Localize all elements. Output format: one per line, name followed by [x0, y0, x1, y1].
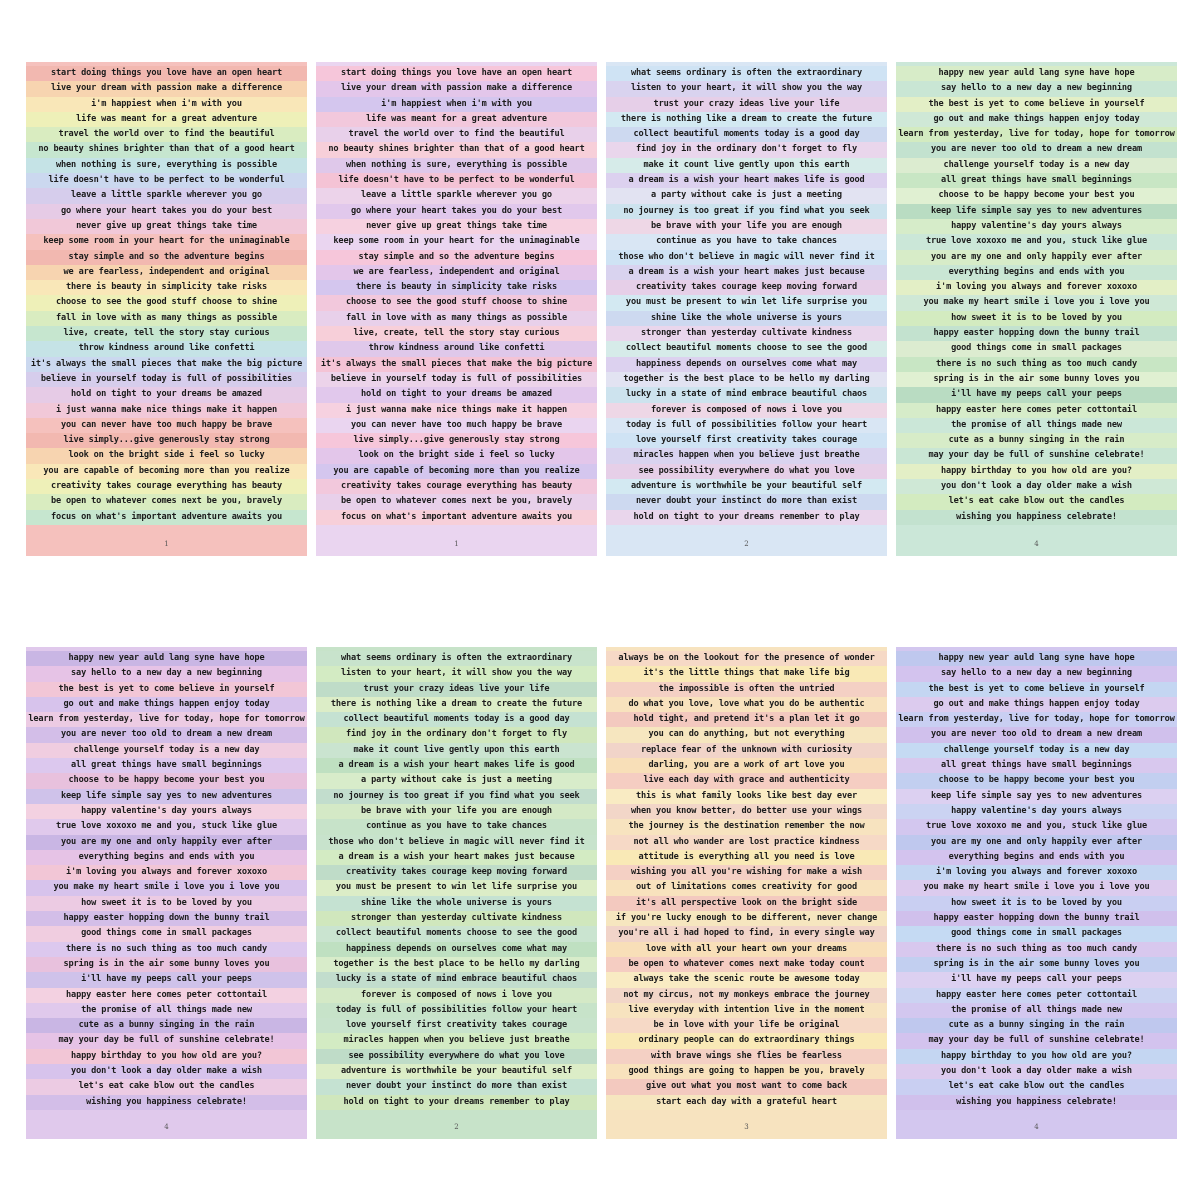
- phrase-strip: go out and make things happen enjoy today: [896, 697, 1177, 712]
- phrase-strip: may your day be full of sunshine celebrate!: [896, 448, 1177, 463]
- phrase-strip: i'll have my peeps call your peeps: [896, 387, 1177, 402]
- phrase-strip: the impossible is often the untried: [606, 682, 887, 697]
- phrase-strip: true love xoxoxo me and you, stuck like glue: [896, 819, 1177, 834]
- phrase-strip: the best is yet to come believe in yourself: [26, 682, 307, 697]
- phrase-strip: no journey is too great if you find what you seek: [606, 204, 887, 219]
- phrase-strip: those who don't believe in magic will never find it: [316, 835, 597, 850]
- phrase-strip: shine like the whole universe is yours: [606, 311, 887, 326]
- phrase-strip: look on the bright side i feel so lucky: [316, 448, 597, 463]
- phrase-strip: out of limitations comes creativity for good: [606, 880, 887, 895]
- phrase-strip: all great things have small beginnings: [896, 173, 1177, 188]
- phrase-strip: there is beauty in simplicity take risks: [316, 280, 597, 295]
- phrase-strip: happy new year auld lang syne have hope: [896, 651, 1177, 666]
- phrase-strip: you don't look a day older make a wish: [896, 1064, 1177, 1079]
- phrase-strip: never doubt your instinct do more than exist: [606, 494, 887, 509]
- phrase-strip: keep some room in your heart for the unimaginable: [316, 234, 597, 249]
- phrase-strip: creativity takes courage everything has beauty: [316, 479, 597, 494]
- phrase-strip: life was meant for a great adventure: [316, 112, 597, 127]
- phrase-strip: adventure is worthwhile be your beautiful self: [606, 479, 887, 494]
- phrase-strip: there is nothing like a dream to create the future: [606, 112, 887, 127]
- phrase-strip: travel the world over to find the beautiful: [26, 127, 307, 142]
- phrase-strip: i'm happiest when i'm with you: [26, 97, 307, 112]
- sheet-number: 2: [454, 1123, 459, 1131]
- phrase-strip: start doing things you love have an open heart: [316, 66, 597, 81]
- phrase-strip: listen to your heart, it will show you the way: [316, 666, 597, 681]
- phrase-strip: keep some room in your heart for the unimaginable: [26, 234, 307, 249]
- phrase-strip: throw kindness around like confetti: [316, 341, 597, 356]
- phrase-strip: be brave with your life you are enough: [606, 219, 887, 234]
- phrase-strip: love yourself first creativity takes courage: [606, 433, 887, 448]
- phrase-strip: be open to whatever comes next make today count: [606, 957, 887, 972]
- phrase-strip: wishing you happiness celebrate!: [26, 1095, 307, 1110]
- phrase-strip: hold on tight to your dreams be amazed: [316, 387, 597, 402]
- phrase-strip: the best is yet to come believe in yourself: [896, 97, 1177, 112]
- phrase-strip: choose to be happy become your best you: [896, 188, 1177, 203]
- phrase-strip: how sweet it is to be loved by you: [896, 896, 1177, 911]
- phrase-strip: choose to see the good stuff choose to shine: [316, 295, 597, 310]
- phrase-strip: a dream is a wish your heart makes life is good: [316, 758, 597, 773]
- phrase-strip: life doesn't have to be perfect to be wonderful: [316, 173, 597, 188]
- phrase-strip: live simply...give generously stay strong: [26, 433, 307, 448]
- phrase-strip: make it count live gently upon this earth: [606, 158, 887, 173]
- phrase-strip: happy valentine's day yours always: [896, 219, 1177, 234]
- phrase-strip: live simply...give generously stay strong: [316, 433, 597, 448]
- phrase-strip: you are capable of becoming more than you realize: [26, 464, 307, 479]
- phrase-strip: always be on the lookout for the presence of wonder: [606, 651, 887, 666]
- phrase-strip: find joy in the ordinary don't forget to fly: [606, 142, 887, 157]
- phrase-strip: learn from yesterday, live for today, hope for tomorrow: [896, 712, 1177, 727]
- phrase-strip: challenge yourself today is a new day: [896, 158, 1177, 173]
- phrase-strip: what seems ordinary is often the extraordinary: [316, 651, 597, 666]
- phrase-strip: i'll have my peeps call your peeps: [896, 972, 1177, 987]
- phrase-strip: with brave wings she flies be fearless: [606, 1049, 887, 1064]
- phrase-strip: you must be present to win let life surprise you: [606, 295, 887, 310]
- phrase-strip: i'm loving you always and forever xoxoxo: [26, 865, 307, 880]
- phrase-strip: trust your crazy ideas live your life: [606, 97, 887, 112]
- phrase-strip: collect beautiful moments choose to see the good: [606, 341, 887, 356]
- phrase-strip-list: [896, 651, 1177, 1110]
- phrase-strip: creativity takes courage keep moving forward: [606, 280, 887, 295]
- phrase-strip: everything begins and ends with you: [896, 265, 1177, 280]
- phrase-strip: happy easter hopping down the bunny trail: [896, 911, 1177, 926]
- phrase-strip: go out and make things happen enjoy today: [26, 697, 307, 712]
- phrase-strip: there is no such thing as too much candy: [896, 942, 1177, 957]
- phrase-strip: choose to be happy become your best you: [896, 773, 1177, 788]
- phrase-strip-list: [606, 651, 887, 1110]
- phrase-strip: keep life simple say yes to new adventures: [26, 789, 307, 804]
- phrase-strip: keep life simple say yes to new adventures: [896, 789, 1177, 804]
- sheet-number: 4: [1034, 1123, 1039, 1131]
- phrase-strip: there is no such thing as too much candy: [896, 357, 1177, 372]
- phrase-strip: live each day with grace and authenticity: [606, 773, 887, 788]
- sticker-sheet: [606, 62, 887, 556]
- phrase-strip: i'm loving you always and forever xoxoxo: [896, 280, 1177, 295]
- phrase-strip: forever is composed of nows i love you: [606, 403, 887, 418]
- phrase-strip: together is the best place to be hello my darling: [606, 372, 887, 387]
- phrase-strip: all great things have small beginnings: [896, 758, 1177, 773]
- phrase-strip: it's the little things that make life big: [606, 666, 887, 681]
- phrase-strip: never doubt your instinct do more than exist: [316, 1079, 597, 1094]
- phrase-strip: be open to whatever comes next be you, bravely: [26, 494, 307, 509]
- phrase-strip: a dream is a wish your heart makes life is good: [606, 173, 887, 188]
- phrase-strip: there is beauty in simplicity take risks: [26, 280, 307, 295]
- sticker-sheet: [896, 62, 1177, 556]
- phrase-strip: no beauty shines brighter than that of a good heart: [26, 142, 307, 157]
- phrase-strip: may your day be full of sunshine celebrate!: [896, 1033, 1177, 1048]
- phrase-strip: i'm loving you always and forever xoxoxo: [896, 865, 1177, 880]
- phrase-strip: you make my heart smile i love you i love you: [26, 880, 307, 895]
- phrase-strip: focus on what's important adventure awaits you: [316, 510, 597, 525]
- phrase-strip: choose to see the good stuff choose to shine: [26, 295, 307, 310]
- phrase-strip: see possibility everywhere do what you love: [316, 1049, 597, 1064]
- phrase-strip: miracles happen when you believe just breathe: [316, 1033, 597, 1048]
- phrase-strip: darling, you are a work of art love you: [606, 758, 887, 773]
- phrase-strip: spring is in the air some bunny loves you: [896, 957, 1177, 972]
- phrase-strip: collect beautiful moments today is a good day: [606, 127, 887, 142]
- phrase-strip: life was meant for a great adventure: [26, 112, 307, 127]
- phrase-strip: travel the world over to find the beautiful: [316, 127, 597, 142]
- phrase-strip: cute as a bunny singing in the rain: [896, 1018, 1177, 1033]
- phrase-strip: you don't look a day older make a wish: [26, 1064, 307, 1079]
- phrase-strip: live everyday with intention live in the moment: [606, 1003, 887, 1018]
- phrase-strip: a party without cake is just a meeting: [316, 773, 597, 788]
- phrase-strip: happy easter here comes peter cottontail: [26, 988, 307, 1003]
- phrase-strip: you are never too old to dream a new dream: [896, 142, 1177, 157]
- phrase-strip: when nothing is sure, everything is possible: [26, 158, 307, 173]
- phrase-strip: you must be present to win let life surprise you: [316, 880, 597, 895]
- phrase-strip: happy new year auld lang syne have hope: [26, 651, 307, 666]
- sticker-sheet: [316, 62, 597, 556]
- phrase-strip: throw kindness around like confetti: [26, 341, 307, 356]
- sheet-number: 1: [454, 540, 459, 548]
- phrase-strip: stay simple and so the adventure begins: [316, 250, 597, 265]
- phrase-strip: everything begins and ends with you: [896, 850, 1177, 865]
- phrase-strip: good things are going to happen be you, bravely: [606, 1064, 887, 1079]
- sheet-number: 2: [744, 540, 749, 548]
- phrase-strip: happy birthday to you how old are you?: [896, 464, 1177, 479]
- phrase-strip: cute as a bunny singing in the rain: [896, 433, 1177, 448]
- sticker-sheet: [316, 647, 597, 1139]
- phrase-strip: lucky in a state of mind embrace beautiful chaos: [606, 387, 887, 402]
- phrase-strip: hold tight, and pretend it's a plan let it go: [606, 712, 887, 727]
- phrase-strip: live your dream with passion make a difference: [26, 81, 307, 96]
- phrase-strip: we are fearless, independent and original: [26, 265, 307, 280]
- phrase-strip: happiness depends on ourselves come what may: [606, 357, 887, 372]
- phrase-strip: continue as you have to take chances: [316, 819, 597, 834]
- sticker-sheet: [26, 647, 307, 1139]
- phrase-strip: good things come in small packages: [26, 926, 307, 941]
- phrase-strip: challenge yourself today is a new day: [26, 743, 307, 758]
- phrase-strip-list: [26, 651, 307, 1110]
- phrase-strip: never give up great things take time: [316, 219, 597, 234]
- phrase-strip: how sweet it is to be loved by you: [896, 311, 1177, 326]
- phrase-strip: you can never have too much happy be brave: [26, 418, 307, 433]
- phrase-strip: the promise of all things made new: [26, 1003, 307, 1018]
- phrase-strip: good things come in small packages: [896, 341, 1177, 356]
- phrase-strip: all great things have small beginnings: [26, 758, 307, 773]
- phrase-strip: spring is in the air some bunny loves you: [26, 957, 307, 972]
- phrase-strip: wishing you happiness celebrate!: [896, 1095, 1177, 1110]
- phrase-strip: you are my one and only happily ever after: [896, 250, 1177, 265]
- phrase-strip: love yourself first creativity takes courage: [316, 1018, 597, 1033]
- phrase-strip: say hello to a new day a new beginning: [896, 666, 1177, 681]
- phrase-strip: listen to your heart, it will show you the way: [606, 81, 887, 96]
- phrase-strip: replace fear of the unknown with curiosity: [606, 743, 887, 758]
- phrase-strip: you are my one and only happily ever after: [26, 835, 307, 850]
- phrase-strip: you make my heart smile i love you i love you: [896, 880, 1177, 895]
- sticker-sheet: [606, 647, 887, 1139]
- phrase-strip: attitude is everything all you need is love: [606, 850, 887, 865]
- phrase-strip: good things come in small packages: [896, 926, 1177, 941]
- phrase-strip: the best is yet to come believe in yourself: [896, 682, 1177, 697]
- sticker-sheet: [896, 647, 1177, 1139]
- phrase-strip: we are fearless, independent and original: [316, 265, 597, 280]
- phrase-strip: never give up great things take time: [26, 219, 307, 234]
- phrase-strip: it's all perspective look on the bright side: [606, 896, 887, 911]
- phrase-strip: the promise of all things made new: [896, 1003, 1177, 1018]
- phrase-strip: look on the bright side i feel so lucky: [26, 448, 307, 463]
- phrase-strip: the journey is the destination remember the now: [606, 819, 887, 834]
- phrase-strip: let's eat cake blow out the candles: [896, 494, 1177, 509]
- phrase-strip: go where your heart takes you do your best: [26, 204, 307, 219]
- phrase-strip: those who don't believe in magic will never find it: [606, 250, 887, 265]
- phrase-strip: you are never too old to dream a new dream: [896, 727, 1177, 742]
- phrase-strip: stronger than yesterday cultivate kindness: [316, 911, 597, 926]
- phrase-strip: you are never too old to dream a new dream: [26, 727, 307, 742]
- phrase-strip: start doing things you love have an open heart: [26, 66, 307, 81]
- phrase-strip: choose to be happy become your best you: [26, 773, 307, 788]
- phrase-strip: let's eat cake blow out the candles: [896, 1079, 1177, 1094]
- phrase-strip: stronger than yesterday cultivate kindness: [606, 326, 887, 341]
- phrase-strip: there is no such thing as too much candy: [26, 942, 307, 957]
- phrase-strip: give out what you most want to come back: [606, 1079, 887, 1094]
- phrase-strip: i just wanna make nice things make it happen: [316, 403, 597, 418]
- sheet-number: 4: [164, 1123, 169, 1131]
- phrase-strip: lucky is a state of mind embrace beautiful chaos: [316, 972, 597, 987]
- phrase-strip: happy easter hopping down the bunny trail: [896, 326, 1177, 341]
- phrase-strip: no beauty shines brighter than that of a good heart: [316, 142, 597, 157]
- phrase-strip: i'll have my peeps call your peeps: [26, 972, 307, 987]
- sheet-number: 1: [164, 540, 169, 548]
- phrase-strip: not all who wander are lost practice kindness: [606, 835, 887, 850]
- phrase-strip-list: [896, 66, 1177, 525]
- phrase-strip: learn from yesterday, live for today, hope for tomorrow: [26, 712, 307, 727]
- phrase-strip: together is the best place to be hello my darling: [316, 957, 597, 972]
- sticker-sheet: [26, 62, 307, 556]
- phrase-strip: you can never have too much happy be brave: [316, 418, 597, 433]
- phrase-strip: be in love with your life be original: [606, 1018, 887, 1033]
- phrase-strip-list: [606, 66, 887, 525]
- phrase-strip: shine like the whole universe is yours: [316, 896, 597, 911]
- phrase-strip: collect beautiful moments today is a good day: [316, 712, 597, 727]
- phrase-strip: focus on what's important adventure awaits you: [26, 510, 307, 525]
- phrase-strip: you don't look a day older make a wish: [896, 479, 1177, 494]
- phrase-strip: it's always the small pieces that make the big picture: [26, 357, 307, 372]
- phrase-strip: a party without cake is just a meeting: [606, 188, 887, 203]
- phrase-strip: say hello to a new day a new beginning: [26, 666, 307, 681]
- phrase-strip-list: [316, 651, 597, 1110]
- phrase-strip: ordinary people can do extraordinary things: [606, 1033, 887, 1048]
- phrase-strip: always take the scenic route be awesome today: [606, 972, 887, 987]
- phrase-strip: happy new year auld lang syne have hope: [896, 66, 1177, 81]
- phrase-strip: i'm happiest when i'm with you: [316, 97, 597, 112]
- phrase-strip: if you're lucky enough to be different, never change: [606, 911, 887, 926]
- phrase-strip: learn from yesterday, live for today, hope for tomorrow: [896, 127, 1177, 142]
- phrase-strip: live, create, tell the story stay curious: [316, 326, 597, 341]
- phrase-strip: find joy in the ordinary don't forget to fly: [316, 727, 597, 742]
- phrase-strip: leave a little sparkle wherever you go: [316, 188, 597, 203]
- phrase-strip: a dream is a wish your heart makes just because: [316, 850, 597, 865]
- phrase-strip: true love xoxoxo me and you, stuck like glue: [26, 819, 307, 834]
- phrase-strip: happy birthday to you how old are you?: [896, 1049, 1177, 1064]
- phrase-strip: you're all i had hoped to find, in every single way: [606, 926, 887, 941]
- phrase-strip: it's always the small pieces that make the big picture: [316, 357, 597, 372]
- phrase-strip: happiness depends on ourselves come what may: [316, 942, 597, 957]
- phrase-strip: go where your heart takes you do your best: [316, 204, 597, 219]
- phrase-strip: wishing you all you're wishing for make a wish: [606, 865, 887, 880]
- phrase-strip: go out and make things happen enjoy today: [896, 112, 1177, 127]
- phrase-strip: miracles happen when you believe just breathe: [606, 448, 887, 463]
- sheet-number: 4: [1034, 540, 1039, 548]
- phrase-strip: you make my heart smile i love you i love you: [896, 295, 1177, 310]
- phrase-strip: you are capable of becoming more than you realize: [316, 464, 597, 479]
- phrase-strip: may your day be full of sunshine celebrate!: [26, 1033, 307, 1048]
- phrase-strip: hold on tight to your dreams be amazed: [26, 387, 307, 402]
- phrase-strip: there is nothing like a dream to create the future: [316, 697, 597, 712]
- phrase-strip: a dream is a wish your heart makes just because: [606, 265, 887, 280]
- phrase-strip: when nothing is sure, everything is possible: [316, 158, 597, 173]
- phrase-strip: believe in yourself today is full of possibilities: [316, 372, 597, 387]
- phrase-strip: happy valentine's day yours always: [896, 804, 1177, 819]
- phrase-strip: the promise of all things made new: [896, 418, 1177, 433]
- sheet-number: 3: [744, 1123, 749, 1131]
- phrase-strip: this is what family looks like best day ever: [606, 789, 887, 804]
- phrase-strip: cute as a bunny singing in the rain: [26, 1018, 307, 1033]
- phrase-strip: love with all your heart own your dreams: [606, 942, 887, 957]
- phrase-strip: trust your crazy ideas live your life: [316, 682, 597, 697]
- phrase-strip-list: [26, 66, 307, 525]
- phrase-strip: happy birthday to you how old are you?: [26, 1049, 307, 1064]
- phrase-strip: today is full of possibilities follow your heart: [606, 418, 887, 433]
- phrase-strip: you are my one and only happily ever after: [896, 835, 1177, 850]
- phrase-strip: you can do anything, but not everything: [606, 727, 887, 742]
- phrase-strip: forever is composed of nows i love you: [316, 988, 597, 1003]
- phrase-strip: collect beautiful moments choose to see the good: [316, 926, 597, 941]
- phrase-strip: everything begins and ends with you: [26, 850, 307, 865]
- phrase-strip: happy easter here comes peter cottontail: [896, 988, 1177, 1003]
- phrase-strip: stay simple and so the adventure begins: [26, 250, 307, 265]
- phrase-strip: live, create, tell the story stay curious: [26, 326, 307, 341]
- phrase-strip: spring is in the air some bunny loves you: [896, 372, 1177, 387]
- phrase-strip: not my circus, not my monkeys embrace the journey: [606, 988, 887, 1003]
- phrase-strip: creativity takes courage everything has beauty: [26, 479, 307, 494]
- phrase-strip: keep life simple say yes to new adventures: [896, 204, 1177, 219]
- phrase-strip: true love xoxoxo me and you, stuck like glue: [896, 234, 1177, 249]
- phrase-strip: happy easter here comes peter cottontail: [896, 403, 1177, 418]
- phrase-strip: challenge yourself today is a new day: [896, 743, 1177, 758]
- phrase-strip: do what you love, love what you do be authentic: [606, 697, 887, 712]
- phrase-strip: hold on tight to your dreams remember to play: [606, 510, 887, 525]
- phrase-strip: how sweet it is to be loved by you: [26, 896, 307, 911]
- phrase-strip: believe in yourself today is full of possibilities: [26, 372, 307, 387]
- phrase-strip: live your dream with passion make a difference: [316, 81, 597, 96]
- phrase-strip: start each day with a grateful heart: [606, 1095, 887, 1110]
- phrase-strip: hold on tight to your dreams remember to play: [316, 1095, 597, 1110]
- phrase-strip: creativity takes courage keep moving forward: [316, 865, 597, 880]
- phrase-strip: adventure is worthwhile be your beautiful self: [316, 1064, 597, 1079]
- phrase-strip: life doesn't have to be perfect to be wonderful: [26, 173, 307, 188]
- phrase-strip: make it count live gently upon this earth: [316, 743, 597, 758]
- phrase-strip: no journey is too great if you find what you seek: [316, 789, 597, 804]
- phrase-strip: continue as you have to take chances: [606, 234, 887, 249]
- phrase-strip: let's eat cake blow out the candles: [26, 1079, 307, 1094]
- phrase-strip: say hello to a new day a new beginning: [896, 81, 1177, 96]
- phrase-strip: fall in love with as many things as possible: [316, 311, 597, 326]
- phrase-strip: today is full of possibilities follow your heart: [316, 1003, 597, 1018]
- phrase-strip: happy valentine's day yours always: [26, 804, 307, 819]
- phrase-strip: what seems ordinary is often the extraordinary: [606, 66, 887, 81]
- phrase-strip-list: [316, 66, 597, 525]
- phrase-strip: be open to whatever comes next be you, bravely: [316, 494, 597, 509]
- phrase-strip: fall in love with as many things as possible: [26, 311, 307, 326]
- phrase-strip: when you know better, do better use your wings: [606, 804, 887, 819]
- phrase-strip: wishing you happiness celebrate!: [896, 510, 1177, 525]
- phrase-strip: see possibility everywhere do what you love: [606, 464, 887, 479]
- phrase-strip: i just wanna make nice things make it happen: [26, 403, 307, 418]
- phrase-strip: leave a little sparkle wherever you go: [26, 188, 307, 203]
- phrase-strip: be brave with your life you are enough: [316, 804, 597, 819]
- phrase-strip: happy easter hopping down the bunny trail: [26, 911, 307, 926]
